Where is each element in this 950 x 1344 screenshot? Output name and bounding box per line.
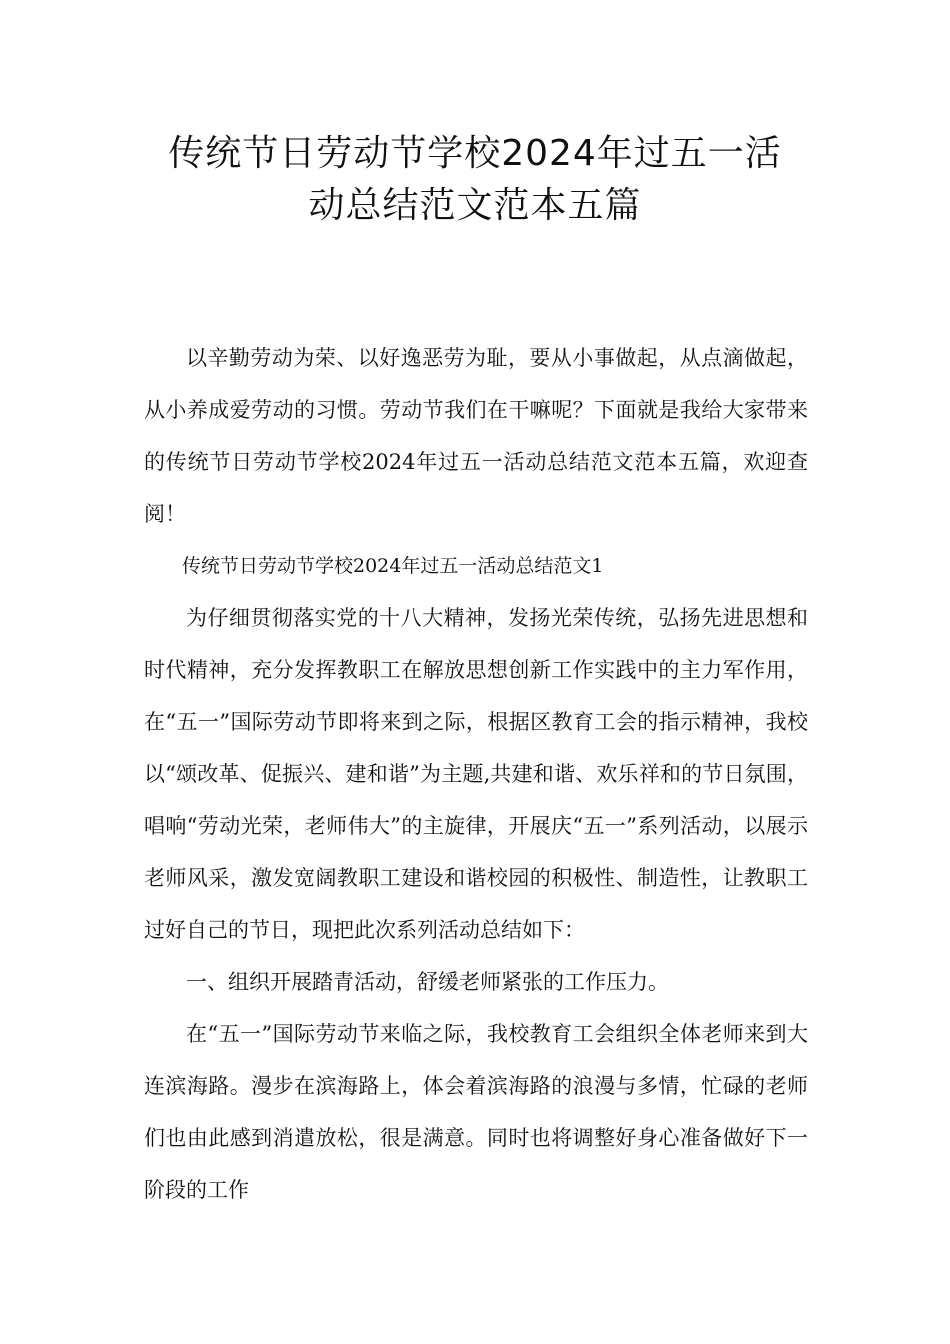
intro-paragraph: 以辛勤劳动为荣、以好逸恶劳为耻，要从小事做起，从点滴做起，从小养成爱劳动的习惯。劳动节我们在干嘛呢？下面就是我给大家带来的传统节日劳动节学校2024年过五一活动总结范文范本五篇，欢迎查阅！ (144, 346, 808, 526)
title-line-2: 动总结范文范本五篇 (308, 185, 642, 226)
document-body (144, 332, 808, 1216)
body-paragraph: 为仔细贯彻落实党的十八大精神，发扬光荣传统，弘扬先进思想和时代精神，充分发挥教职工在解放思想创新工作实践中的主力军作用，在“五一”国际劳动节即将来到之际，根据区教育工会的指示精神，我校以“颂改革、促振兴、建和谐”为主题,共建和谐、欢乐祥和的节日氛围，唱响“劳动光荣，老师伟大”的主旋律，开展庆“五一”系列活动，以展示老师风采，激发宽阔教职工建设和谐校园的积极性、制造性，让教职工过好自己的节日，现把此次系列活动总结如下： (144, 606, 808, 942)
section-heading: 传统节日劳动节学校2024年过五一活动总结范文1 (182, 555, 604, 577)
document-title (120, 128, 830, 232)
body-paragraph: 在“五一”国际劳动节来临之际，我校教育工会组织全体老师来到大连滨海路。漫步在滨海路上，体会着滨海路的浪漫与多情，忙碌的老师们也由此感到消遣放松，很是满意。同时也将调整好身心准备做好下一阶段的工作 (144, 1022, 808, 1202)
subsection-heading: 一、组织开展踏青活动，舒缓老师紧张的工作压力。 (186, 970, 669, 994)
title-line-1: 传统节日劳动节学校2024年过五一活 (168, 133, 782, 174)
